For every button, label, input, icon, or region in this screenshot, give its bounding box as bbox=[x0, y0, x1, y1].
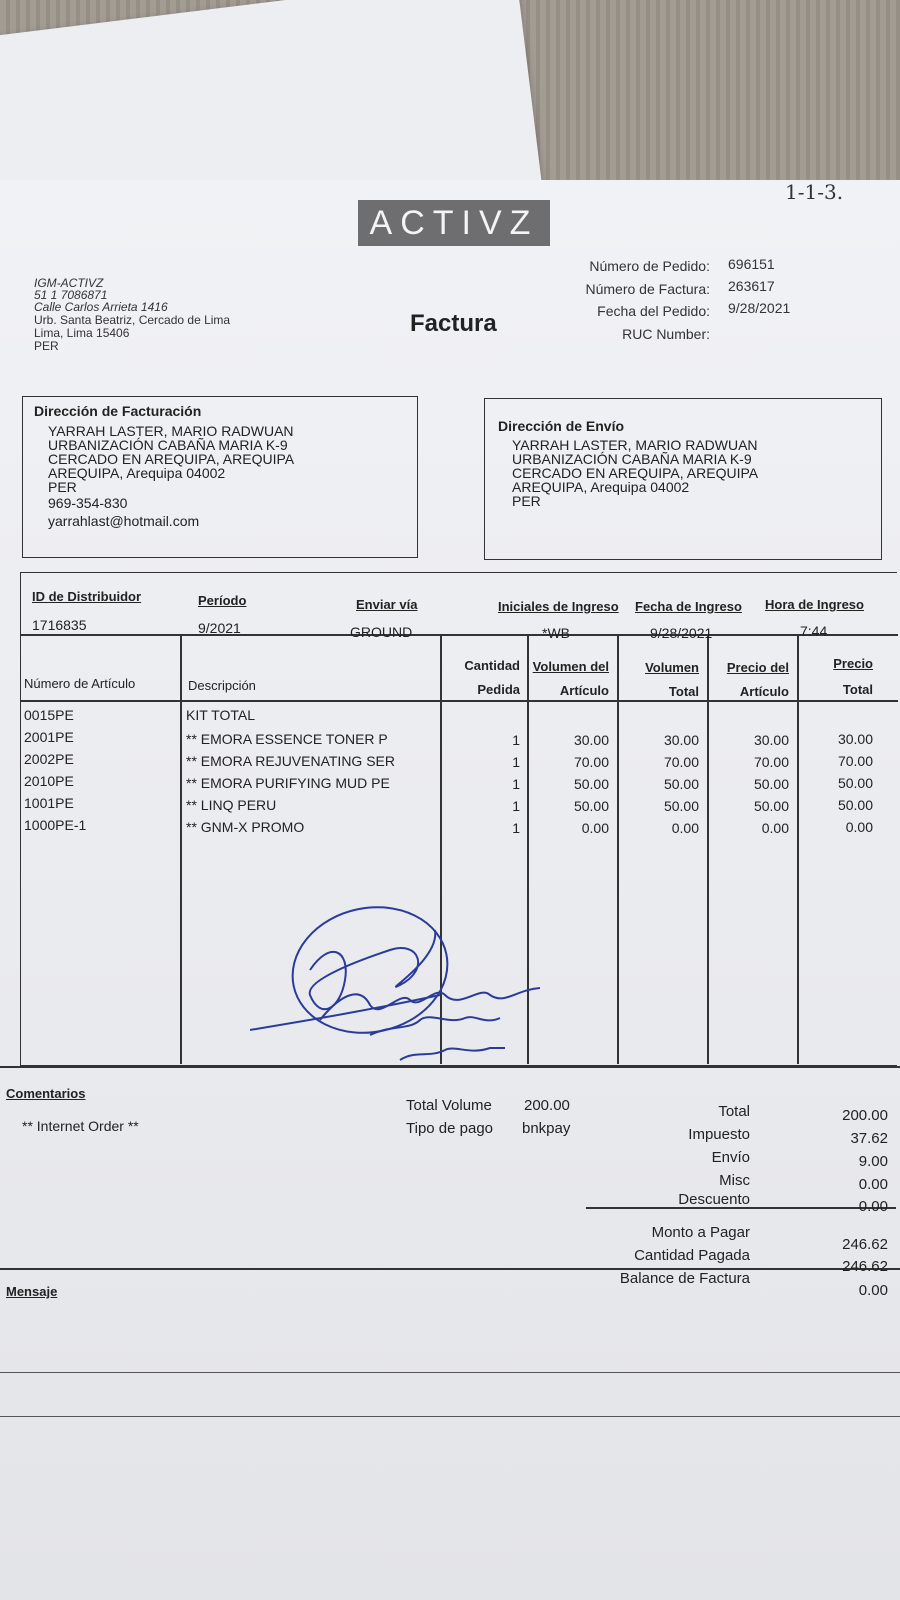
item-volume: 30.00 bbox=[573, 732, 609, 748]
column-divider bbox=[797, 634, 799, 1064]
invoice-balance-label: Balance de Factura bbox=[619, 1270, 750, 1287]
period-label: Período bbox=[198, 593, 247, 608]
company-phone: 51 1 7086871 bbox=[34, 288, 108, 302]
message-line bbox=[0, 1416, 900, 1417]
billing-line: AREQUIPA, Arequipa 04002 bbox=[48, 465, 226, 481]
shipping-label: Envío bbox=[711, 1149, 750, 1166]
item-total: 30.00 bbox=[837, 731, 873, 747]
item-price: 70.00 bbox=[753, 754, 789, 770]
item-price: 50.00 bbox=[753, 776, 789, 792]
company-name: IGM-ACTIVZ bbox=[34, 276, 104, 290]
company-logo: ACTIVZ bbox=[358, 200, 550, 246]
ship-via-label: Enviar vía bbox=[356, 597, 418, 612]
comments-label: Comentarios bbox=[6, 1086, 86, 1101]
ship-via-value: GROUND bbox=[350, 624, 413, 640]
section-divider bbox=[0, 1066, 900, 1068]
item-total: 70.00 bbox=[837, 753, 873, 769]
item-volume-total: 50.00 bbox=[663, 798, 699, 814]
invoice-number-value: 263617 bbox=[728, 278, 775, 294]
comments-value: ** Internet Order ** bbox=[22, 1118, 139, 1134]
payment-type-label: Tipo de pago bbox=[406, 1120, 494, 1137]
order-number-value: 696151 bbox=[728, 256, 775, 272]
item-qty: 1 bbox=[512, 820, 520, 836]
billing-phone: 969-354-830 bbox=[48, 495, 128, 511]
col-header-volume-1: Volumen del bbox=[532, 659, 609, 674]
payment-type-value: bnkpay bbox=[522, 1120, 571, 1137]
section-divider bbox=[0, 1268, 900, 1270]
shipping-line: CERCADO EN AREQUIPA, AREQUIPA bbox=[512, 465, 759, 481]
entry-initials-label: Iniciales de Ingreso bbox=[498, 599, 619, 614]
total-volume-value: 200.00 bbox=[524, 1097, 570, 1114]
invoice-balance-value: 0.00 bbox=[858, 1282, 888, 1299]
item-code: 2001PE bbox=[24, 729, 74, 745]
col-header-volume-total-1: Volumen bbox=[645, 660, 699, 675]
company-street: Calle Carlos Arrieta 1416 bbox=[34, 300, 168, 314]
tax-value: 37.62 bbox=[850, 1130, 888, 1147]
col-header-total-1: Precio bbox=[833, 656, 873, 671]
item-volume-total: 70.00 bbox=[663, 754, 699, 770]
col-header-item-number: Número de Artículo bbox=[24, 676, 136, 691]
item-volume-total: 0.00 bbox=[671, 820, 699, 836]
tax-label: Impuesto bbox=[688, 1126, 750, 1143]
entry-initials-value: *WB bbox=[542, 625, 570, 641]
entry-time-label: Hora de Ingreso bbox=[765, 597, 864, 612]
item-description: KIT TOTAL bbox=[186, 707, 255, 723]
message-label: Mensaje bbox=[6, 1284, 58, 1299]
table-divider bbox=[20, 634, 898, 636]
order-date-value: 9/28/2021 bbox=[728, 300, 791, 316]
shipping-line: PER bbox=[512, 493, 541, 509]
amount-due-label: Monto a Pagar bbox=[651, 1224, 750, 1241]
amount-paid-value: 246.62 bbox=[842, 1258, 888, 1275]
table-divider bbox=[20, 700, 898, 702]
item-volume: 0.00 bbox=[581, 820, 609, 836]
item-qty: 1 bbox=[512, 754, 520, 770]
shipping-value: 9.00 bbox=[858, 1153, 888, 1170]
discount-label: Descuento bbox=[678, 1191, 750, 1208]
item-volume-total: 50.00 bbox=[663, 776, 699, 792]
order-number-label: Número de Pedido: bbox=[589, 258, 710, 274]
item-price: 30.00 bbox=[753, 732, 789, 748]
total-label: Total bbox=[718, 1103, 750, 1120]
period-value: 9/2021 bbox=[198, 620, 241, 636]
item-volume-total: 30.00 bbox=[663, 732, 699, 748]
ruc-label: RUC Number: bbox=[622, 326, 710, 342]
amount-due-value: 246.62 bbox=[842, 1236, 888, 1253]
entry-time-value: 7:44 bbox=[800, 623, 828, 639]
col-header-qty-2: Pedida bbox=[477, 682, 520, 697]
item-description: ** EMORA REJUVENATING SER bbox=[186, 753, 396, 769]
col-header-price-2: Artículo bbox=[739, 684, 789, 699]
col-header-total-2: Total bbox=[842, 682, 873, 697]
item-code: 2010PE bbox=[24, 773, 74, 789]
shipping-line: AREQUIPA, Arequipa 04002 bbox=[512, 479, 690, 495]
item-volume: 50.00 bbox=[573, 776, 609, 792]
order-date-label: Fecha del Pedido: bbox=[597, 303, 710, 319]
col-header-volume-total-2: Total bbox=[668, 684, 699, 699]
item-price: 50.00 bbox=[753, 798, 789, 814]
shipping-line: YARRAH LASTER, MARIO RADWUAN bbox=[512, 437, 758, 453]
billing-email: yarrahlast@hotmail.com bbox=[48, 513, 200, 529]
billing-line: YARRAH LASTER, MARIO RADWUAN bbox=[48, 423, 294, 439]
misc-value: 0.00 bbox=[858, 1176, 888, 1193]
col-header-qty-1: Cantidad bbox=[464, 658, 520, 673]
column-divider bbox=[180, 634, 182, 1064]
billing-heading: Dirección de Facturación bbox=[34, 403, 202, 419]
billing-line: CERCADO EN AREQUIPA, AREQUIPA bbox=[48, 451, 295, 467]
handwritten-note: 1-1-3. bbox=[785, 180, 844, 204]
item-price: 0.00 bbox=[761, 820, 789, 836]
billing-line: URBANIZACIÓN CABAÑA MARIA K-9 bbox=[48, 437, 288, 453]
item-total: 0.00 bbox=[845, 819, 873, 835]
document-title: Factura bbox=[410, 310, 497, 337]
total-volume-label: Total Volume bbox=[406, 1097, 492, 1114]
company-city: Lima, Lima 15406 bbox=[34, 326, 130, 340]
distributor-id-value: 1716835 bbox=[32, 617, 87, 633]
item-total: 50.00 bbox=[837, 797, 873, 813]
item-description: ** LINQ PERU bbox=[186, 797, 277, 813]
col-header-price-1: Precio del bbox=[726, 660, 789, 675]
total-value: 200.00 bbox=[842, 1107, 888, 1124]
item-code: 1000PE-1 bbox=[24, 817, 87, 833]
item-description: ** EMORA PURIFYING MUD PE bbox=[186, 775, 390, 791]
signature-stamp bbox=[250, 900, 570, 1090]
item-description: ** EMORA ESSENCE TONER P bbox=[186, 731, 388, 747]
entry-date-value: 9/28/2021 bbox=[650, 625, 713, 641]
invoice-number-label: Número de Factura: bbox=[585, 281, 710, 297]
item-code: 0015PE bbox=[24, 707, 74, 723]
billing-line: PER bbox=[48, 479, 77, 495]
misc-label: Misc bbox=[719, 1172, 750, 1189]
message-line bbox=[0, 1372, 900, 1373]
entry-date-label: Fecha de Ingreso bbox=[635, 599, 742, 614]
item-code: 2002PE bbox=[24, 751, 74, 767]
item-total: 50.00 bbox=[837, 775, 873, 791]
shipping-line: URBANIZACIÓN CABAÑA MARIA K-9 bbox=[512, 451, 752, 467]
item-volume: 50.00 bbox=[573, 798, 609, 814]
shipping-heading: Dirección de Envío bbox=[498, 418, 625, 434]
discount-value: 0.00 bbox=[858, 1198, 888, 1215]
company-area: Urb. Santa Beatriz, Cercado de Lima bbox=[34, 313, 231, 327]
item-qty: 1 bbox=[512, 776, 520, 792]
item-volume: 70.00 bbox=[573, 754, 609, 770]
col-header-volume-2: Artículo bbox=[559, 683, 609, 698]
col-header-description: Descripción bbox=[188, 678, 256, 693]
item-description: ** GNM-X PROMO bbox=[186, 819, 305, 835]
amount-paid-label: Cantidad Pagada bbox=[634, 1247, 750, 1264]
item-qty: 1 bbox=[512, 798, 520, 814]
item-code: 1001PE bbox=[24, 795, 74, 811]
distributor-id-label: ID de Distribuidor bbox=[32, 589, 142, 604]
company-country: PER bbox=[34, 339, 59, 353]
item-qty: 1 bbox=[512, 732, 520, 748]
